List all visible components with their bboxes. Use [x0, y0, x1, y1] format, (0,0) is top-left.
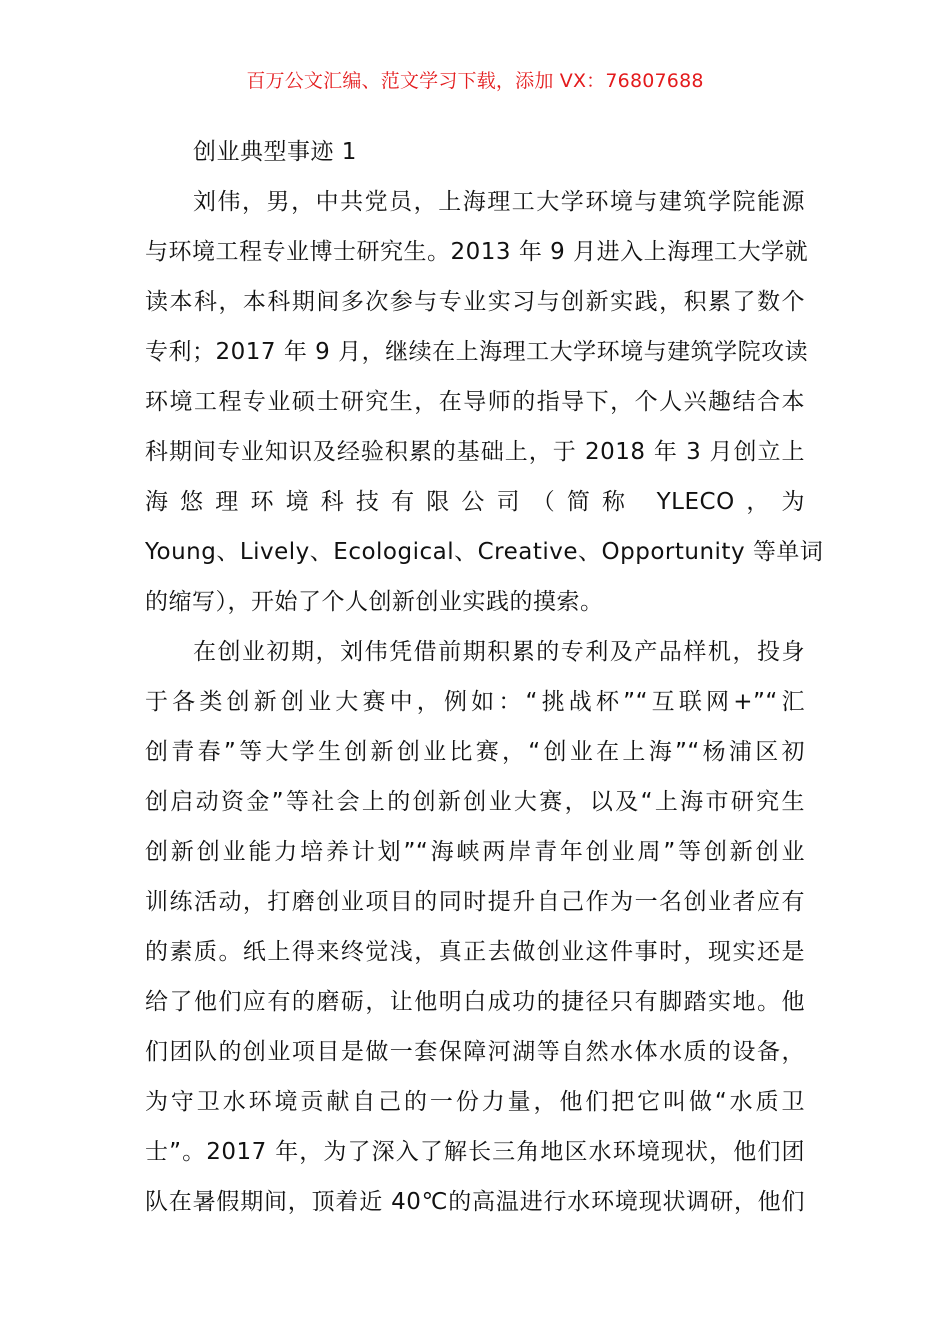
paragraph-2-line: 创青春”等大学生创新创业比赛，“创业在上海”“杨浦区初	[145, 739, 805, 765]
paragraph-2-line: 给了他们应有的磨砺，让他明白成功的捷径只有脚踏实地。他	[145, 989, 805, 1015]
paragraph-2-line: 创启动资金”等社会上的创新创业大赛，以及“上海市研究生	[145, 789, 805, 815]
paragraph-2-line: 们团队的创业项目是做一套保障河湖等自然水体水质的设备，	[145, 1039, 805, 1065]
paragraph-1-line: 专利；2017 年 9 月，继续在上海理工大学环境与建筑学院攻读	[145, 339, 809, 365]
paragraph-1-line: Young、Lively、Ecological、Creative、Opportunity 等单词	[145, 539, 824, 565]
paragraph-1-line: 刘伟，男，中共党员，上海理工大学环境与建筑学院能源	[193, 189, 805, 215]
paragraph-2-line: 训练活动，打磨创业项目的同时提升自己作为一名创业者应有	[145, 889, 805, 915]
document-title: 创业典型事迹 1	[193, 139, 357, 165]
paragraph-2-line: 创新创业能力培养计划”“海峡两岸青年创业周”等创新创业	[145, 839, 805, 865]
document-body	[145, 127, 824, 1227]
paragraph-1-line: 读本科，本科期间多次参与专业实习与创新实践，积累了数个	[145, 289, 805, 315]
paragraph-2-line: 的素质。纸上得来终觉浅，真正去做创业这件事时，现实还是	[145, 939, 805, 965]
paragraph-2-line: 为守卫水环境贡献自己的一份力量，他们把它叫做“水质卫	[145, 1089, 805, 1115]
paragraph-1-line: 科期间专业知识及经验积累的基础上，于 2018 年 3 月创立上	[145, 439, 805, 465]
paragraph-1-line: 环境工程专业硕士研究生，在导师的指导下，个人兴趣结合本	[145, 389, 805, 415]
watermark-header: 百万公文汇编、范文学习下载，添加 VX：76807688	[246, 70, 704, 92]
paragraph-1-line: 海悠理环境科技有限公司（简称 YLECO，为	[145, 489, 805, 515]
paragraph-1-line: 与环境工程专业博士研究生。2013 年 9 月进入上海理工大学就	[145, 239, 809, 265]
paragraph-2-line: 在创业初期，刘伟凭借前期积累的专利及产品样机，投身	[193, 639, 805, 665]
paragraph-2-line: 士”。2017 年，为了深入了解长三角地区水环境现状，他们团	[145, 1139, 805, 1165]
paragraph-2-line: 队在暑假期间，顶着近 40℃的高温进行水环境现状调研，他们	[145, 1189, 805, 1215]
paragraph-1-line: 的缩写），开始了个人创新创业实践的摸索。	[145, 589, 604, 615]
paragraph-2-line: 于各类创新创业大赛中，例如：“挑战杯”“互联网+”“汇	[145, 689, 805, 715]
